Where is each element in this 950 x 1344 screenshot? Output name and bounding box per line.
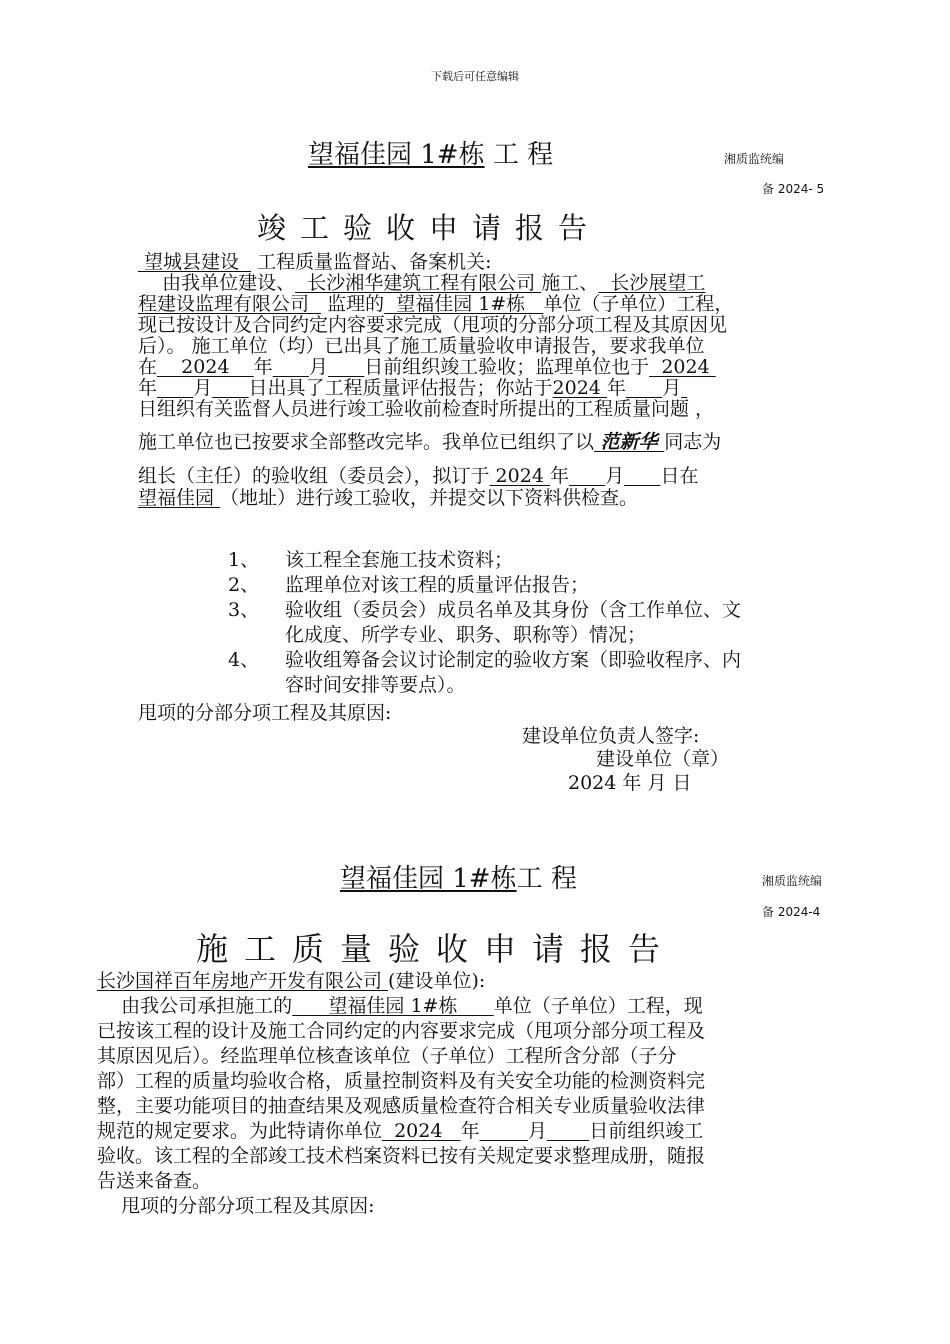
body-line — [97, 1046, 705, 1071]
item-number: 4、 — [228, 649, 260, 671]
project-title — [308, 134, 553, 171]
project-name: 望福佳园 1#栋 — [308, 140, 485, 170]
text-run: 年 — [253, 356, 273, 378]
item-text: 容时间安排等要点）。 — [285, 674, 466, 696]
text-run: 整，主要功能项目的抽查结果及观感质量检查符合相关专业质量验收法律 — [97, 1095, 706, 1117]
body-line — [97, 996, 705, 1021]
body-line — [138, 378, 733, 399]
body-line — [97, 1096, 705, 1121]
underlined-field: 望福佳园 1#栋 — [384, 293, 544, 315]
body-line — [97, 1071, 705, 1096]
underlined-field: 2024 — [157, 356, 254, 378]
text-run: 日前组织竣工验收；监理单位也于 — [364, 356, 650, 378]
form-code-2-line-2: 备 2024-4 — [762, 905, 821, 919]
underlined-field — [157, 377, 193, 399]
page-header-note: 下载后可任意编辑 — [431, 70, 519, 83]
text-run: 月 — [662, 377, 682, 399]
item-number: 1、 — [228, 549, 260, 571]
underlined-field — [569, 465, 605, 487]
underlined-field: 长沙国祥百年房地产开发有限公司 — [97, 970, 389, 992]
text-run: 规范的规定要求。为此特请你单位 — [97, 1120, 383, 1142]
text-run: 同志为 — [664, 431, 722, 453]
body-line — [138, 420, 733, 454]
body-line — [138, 399, 733, 420]
project-name-2: 望福佳园 1#栋 — [340, 864, 517, 894]
underlined-field — [273, 356, 309, 378]
text-run: 单位（子单位）工程， — [543, 293, 734, 315]
signature-label: 建设单位负责人签字: — [522, 725, 700, 747]
body-line — [138, 315, 733, 336]
text-run: 现已按设计及合同约定内容要求完成（甩项的分部分项工程及其原因见 — [138, 314, 728, 336]
body-line — [138, 357, 733, 378]
underlined-field: 2024 — [382, 1120, 461, 1142]
item-number: 2、 — [228, 574, 260, 596]
text-run: 月 — [308, 356, 328, 378]
seal-label: 建设单位（章） — [596, 748, 730, 770]
body-line — [138, 488, 733, 512]
text-run: 监理的 — [321, 293, 385, 315]
form-code-line-1: 湘质监统编 — [724, 152, 785, 166]
underlined-field: 长沙展望工 — [598, 272, 706, 294]
underlined-field: 望城县建设 — [138, 251, 252, 273]
item-text: 监理单位对该工程的质量评估报告； — [285, 574, 590, 596]
body-line — [97, 1171, 705, 1196]
text-run: 日出具了工程质量评估报告；你站于 — [248, 377, 553, 399]
underlined-field — [547, 1120, 589, 1142]
report-title: 竣工验收申请报告 — [257, 211, 602, 245]
report-body-2 — [97, 971, 705, 1221]
body-line — [138, 294, 733, 315]
text-run: 月 — [527, 1120, 547, 1142]
project-suffix: 工 程 — [484, 140, 554, 170]
underlined-field — [328, 356, 364, 378]
text-run: 由我公司承担施工的 — [97, 995, 293, 1017]
underlined-field: 望福佳园 1#栋 — [292, 995, 494, 1017]
body-line — [138, 454, 733, 488]
text-run: 年 — [606, 377, 626, 399]
project-suffix-2: 工 程 — [516, 864, 577, 894]
text-run: (建设单位): — [388, 970, 486, 992]
text-run: 组长（主任）的验收组（委员会），拟订于 — [138, 465, 490, 487]
underlined-field: 范新华 — [594, 431, 665, 453]
text-run: 验收。该工程的全部竣工技术档案资料已按有关规定要求整理成册，随报 — [97, 1145, 706, 1167]
item-text: 验收组（委员会）成员名单及其身份（含工作单位、文 — [285, 599, 742, 621]
underlined-field: 长沙湘华建筑工程有限公司 — [295, 272, 542, 294]
underlined-field — [624, 465, 660, 487]
text-run: 日前组织竣工 — [589, 1120, 704, 1142]
body-line — [138, 252, 733, 273]
underlined-field: 2024 — [649, 356, 716, 378]
text-run: 施工、 — [541, 272, 599, 294]
text-run: 月 — [605, 465, 625, 487]
underlined-field: 2024 — [489, 465, 550, 487]
text-run: 已按该工程的设计及施工合同约定的内容要求完成（甩项分部分项工程及 — [97, 1020, 706, 1042]
item-text: 验收组筹备会议讨论制定的验收方案（即验收程序、内 — [285, 649, 742, 671]
underlined-field — [212, 377, 248, 399]
text-run: 在 — [138, 356, 158, 378]
body-line — [97, 1146, 705, 1171]
item-text: 化成度、所学专业、职务、职称等）情况； — [285, 624, 647, 646]
underlined-field: 2024 — [552, 377, 607, 399]
form-code-2-line-1: 湘质监统编 — [762, 874, 823, 888]
text-run: 甩项的分部分项工程及其原因: — [97, 1195, 375, 1217]
text-run: 年 — [138, 377, 158, 399]
body-line — [97, 1196, 705, 1221]
underlined-field — [681, 377, 687, 399]
text-run: 月 — [193, 377, 213, 399]
text-run: 单位（子单位）工程，现 — [493, 995, 703, 1017]
date-line: 2024 年 月 日 — [568, 772, 692, 794]
text-run: 年 — [549, 465, 569, 487]
text-run: 年 — [460, 1120, 480, 1142]
body-line — [97, 971, 705, 996]
project-title-2 — [340, 858, 577, 895]
text-run: 工程质量监督站、备案机关: — [251, 251, 492, 273]
text-run: 由我单位建设、 — [138, 272, 296, 294]
underlined-field — [480, 1120, 528, 1142]
report-body — [138, 252, 733, 512]
text-run: 告送来备查。 — [97, 1170, 212, 1192]
item-text: 该工程全套施工技术资料； — [285, 549, 514, 571]
omitted-items-label: 甩项的分部分项工程及其原因: — [138, 702, 392, 724]
text-run: 日在 — [660, 465, 699, 487]
underlined-field — [626, 377, 662, 399]
underlined-field: 程建设监理有限公司 — [138, 293, 322, 315]
underlined-field: 望福佳园 — [138, 487, 221, 509]
text-run: 日组织有关监督人员进行竣工验收前检查时所提出的工程质量问题 ， — [138, 398, 715, 420]
form-code-line-2: 备 2024- 5 — [762, 182, 825, 196]
item-number: 3、 — [228, 599, 260, 621]
body-line — [97, 1021, 705, 1046]
text-run: 施工单位也已按要求全部整改完毕。我单位已组织了以 — [138, 431, 595, 453]
body-line — [138, 336, 733, 357]
text-run: 部）工程的质量均验收合格，质量控制资料及有关安全功能的检测资料完 — [97, 1070, 706, 1092]
body-line — [97, 1121, 705, 1146]
text-run: （地址）进行竣工验收，并提交以下资料供检查。 — [220, 487, 639, 509]
text-run: 其原因见后）。经监理单位核查该单位（子单位）工程所含分部（子分 — [97, 1045, 677, 1067]
text-run: 后）。 施工单位（均）已出具了施工质量验收申请报告，要求我单位 — [138, 335, 705, 357]
body-line — [138, 273, 733, 294]
report-title-2: 施工质量验收申请报告 — [196, 930, 677, 968]
